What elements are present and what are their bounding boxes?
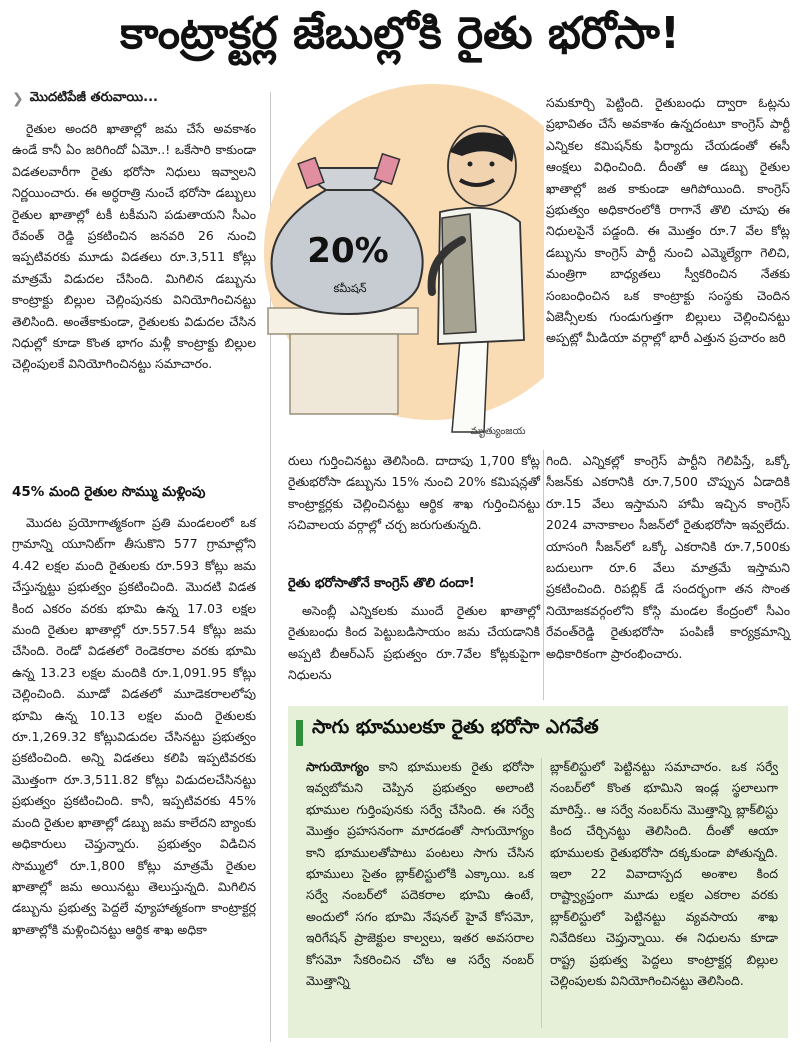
box-title: సాగు భూములకూ రైతు భరోసా ఎగవేత <box>312 716 599 738</box>
box-column-right <box>550 756 778 991</box>
eye <box>490 162 495 167</box>
sidebar-box <box>288 706 788 1038</box>
kicker-text: మొదటిపేజీ తరువాయి... <box>29 90 158 105</box>
box-left-text: కాని భూములకు రైతు భరోసా ఇవ్వబోమని చెప్పిన ప్రభుత్వం అలాంటి భూముల గుర్తింపునకు సర్వే చేసింది. ఈ సర్వే మొత్తం ప్రహసనంగా మారడంతో సాగుయోగ్యం కాని భూములతోపాటు పంటలు సాగు చేసిన భూములు సైతం బ్లాక్‌లిస్టులోకి ఎక్కాయి. ఒక సర్వే నంబర్‌లో పదెకరాల భూమి ఉంటే, అందులో సగం భూమి నేషనల్ హైవే కోసమో, ఇరిగేషన్ ప్రాజెక్టుల కాల్వలు, ఇతర అవసరాల కోసమో సేకరించిన చోట ఆ సర్వే నంబర్ మొత్తాన్ని <box>306 759 534 989</box>
article-column-2-bottom <box>288 600 540 705</box>
article-column-1-bottom <box>12 512 256 1052</box>
paragraph: అసెంబ్లీ ఎన్నికలకు ముందే రైతుల ఖాతాల్లో రైతుబంధు కింద పెట్టుబడిసాయం జమ చేయడానికి అప్పటి బీఆర్ఎస్ ప్రభుత్వం రూ.7వేల కోట్లకుపైగా నిధులను <box>288 603 540 683</box>
subheading-2: రైతు భరోసాతోనే కాంగ్రెస్ తొలి దందా! <box>288 576 475 591</box>
subheading-1: 45% మంది రైతుల సొమ్ము మళ్లింపు <box>12 484 206 500</box>
paragraph: రులు గుర్తించినట్టు తెలిసింది. దాదాపు 1,700 కోట్ల రైతుభరోసా డబ్బును 15% నుంచి 20% కమిషన్లతో కాంట్రాక్టర్లకు చెల్లించినట్టు ఆర్థిక శాఖ గుర్తించినట్టు సచివాలయ వర్గాల్లో చర్చ జరుగుతున్నది. <box>288 453 540 533</box>
paragraph <box>306 756 534 991</box>
paragraph: మొదట ప్రయోగాత్మకంగా ప్రతి మండలంలో ఒక గ్రామాన్ని యూనిట్‌గా తీసుకొని 577 గ్రామాల్లోని 4.42 లక్షల మంది రైతులకు రూ.593 కోట్లు జమ చేస్తున్నట్టు ప్రభుత్వం ప్రకటించింది. మొదటి విడత కింద ఎకరం వరకు భూమి ఉన్న 17.03 లక్షల మంది రైతుల ఖాతాల్లో రూ.557.54 కోట్లు జమ చేసింది. రెండో విడతలో రెండెకరాల వరకు భూమి ఉన్న 13.23 లక్షల మందికి రూ.1,091.95 కోట్లు చెల్లించింది. మూడో విడతలో మూడెకరాలలోపు భూమి ఉన్న 10.13 లక్షల మంది రైతులకు రూ.1,269.32 కోట్లువిడుదల చేసినట్టు ప్రభుత్వం ప్రకటించింది. అన్ని విడతలు కలిపి ఇప్పటివరకు మొత్తంగా రూ.3,511.82 కోట్లు విడుదలచేసినట్టు ప్రభుత్వం ప్రకటించింది. కానీ, ఇప్పటివరకు 45% మంది రైతుల ఖాతాల్లో డబ్బు జమ కాలేదని బ్యాంకు అధికారులు చెప్తున్నారు. ప్రభుత్వం విడిచిన సొమ్ములో రూ.1,800 కోట్లు మాత్రమే రైతుల ఖాతాల్లో జమ అయినట్టు తెలుస్తున్నది. మిగిలిన డబ్బును ప్రభుత్వ పెద్దలే వ్యూహాత్మకంగా కాంట్రాక్టర్ల ఖాతాల్లోకి మళ్లించినట్టు ఆర్థిక శాఖ అధికా <box>12 515 256 937</box>
kicker <box>12 90 158 108</box>
artist-signature: మృత్యుంజయ <box>470 426 526 437</box>
chevron-right-icon: ❯ <box>12 91 24 107</box>
paragraph: రైతుల అందరి ఖాతాల్లో జమ చేసే అవకాశం ఉండే కానీ ఏం జరిగిందో ఏమో..! ఒకేసారి కాకుండా విడతలవారీగా రైతు భరోసా నిధులు ఇవ్వాలని నిర్ణయించారు. ఈ అర్ధరాత్రి నుంచే భరోసా డబ్బులు రైతుల ఖాతాల్లో టకీ టకీమని పడుతాయని సీఎం రేవంత్ రెడ్డి ప్రకటించిన జనవరి 26 నుంచి ఇప్పటివరకు మూడు విడతలు రూ.3,511 కోట్లు మాత్రమే విడుదల చేసింది. మిగిలిన డబ్బును కాంట్రాక్టు బిల్లుల చెల్లింపునకు వినియోగించినట్టు తెలిసింది. అంతేకాకుండా, రైతులకు విడుదల చేసిన నిధుల్లో కూడా కొంత భాగం మళ్లీ కాంట్రాక్టు బిల్లుల చెల్లింపులకే వినియోగించినట్టు సమాచారం. <box>12 121 256 372</box>
paragraph: గింది. ఎన్నికల్లో కాంగ్రెస్ పార్టీని గెలిపిస్తే, ఒక్కో సీజన్‌కు ఎకరానికి రూ.7,500 చొప్పున ఏడాదికి రూ.15 వేలు ఇస్తామని హామీ ఇచ్చిన కాంగ్రెస్ 2024 వానాకాలం సీజన్‌లో రైతుభరోసా ఇవ్వలేదు. యాసంగి సీజన్‌లో ఒక్కో ఎకరానికి రూ.7,500కు బదులుగా రూ.6 వేలు మాత్రమే ఇస్తామని ప్రకటించింది. రిపబ్లిక్ డే సందర్భంగా తన సొంత నియోజకవర్గంలోని కోస్గి మండల కేంద్రంలో సీఎం రేవంత్‌రెడ్డి రైతుభరోసా పంపిణీ కార్యక్రమాన్ని అధికారికంగా ప్రారంభించారు. <box>546 453 790 661</box>
column-divider <box>543 450 544 700</box>
eye <box>468 162 473 167</box>
article-column-2-top <box>288 450 540 573</box>
bag-label: కమీషన్ <box>333 282 367 295</box>
paragraph: బ్లాక్‌లిస్టులో పెట్టినట్టు సమాచారం. ఒక సర్వే నంబర్‌లో కొంత భూమిని ఇండ్ల స్థలాలుగా మారిస్తే.. ఆ సర్వే నంబర్‌ను మొత్తాన్ని బ్లాక్‌లిస్టు కింద చేర్చినట్టు తెలిసింది. దీంతో ఆయా భూములకు రైతుభరోసా దక్కకుండా పోతున్నది. ఇలా 22 వివాదాస్పద అంశాల కింద రాష్ట్వ్యాప్తంగా మూడు లక్షల ఎకరాల వరకు బ్లాక్‌లిస్టులో పెట్టినట్టు వ్యవసాయ శాఖ నివేదికలు చెప్తున్నాయి. ఈ నిధులను కూడా రాష్ట్ర ప్రభుత్వ పెద్దలు కాంట్రాక్టర్ల బిల్లుల చెల్లింపులకు వినియోగించినట్టు తెలిసింది. <box>550 759 778 989</box>
box-column-left <box>306 756 534 991</box>
article-column-1-top <box>12 118 256 462</box>
accent-bar <box>296 720 303 746</box>
bag-percent: 20% <box>307 231 389 271</box>
article-column-3-top <box>546 92 790 448</box>
box-divider <box>541 758 542 1028</box>
table-base <box>290 334 398 414</box>
article-column-3-bottom <box>546 450 790 690</box>
box-lead: సాగుయోగ్యం <box>306 759 370 774</box>
cartoon-illustration <box>262 82 544 444</box>
paragraph: సమకూర్చి పెట్టింది. రైతుబంధు ద్వారా ఓట్లను ప్రభావితం చేసే అవకాశం ఉన్నదంటూ కాంగ్రెస్ పార్టీ ఎన్నికల కమిషన్‌కు ఫిర్యాదు చేయడంతో ఈసీ ఆంక్షలు విధించింది. దీంతో ఆ డబ్బు రైతుల ఖాతాల్లో జత కాకుండా ఆగిపోయింది. కాంగ్రెస్ ప్రభుత్వం అధికారంలోకి రాగానే తొలి చూపు ఈ నిధులపైనే పడ్డంది. ఈ మొత్తం రూ.7 వేల కోట్ల డబ్బును కాంగ్రెస్ పార్టీ నుంచి ఎమ్మెల్యేగా గెలిచి, మంత్రిగా బాధ్యతలు స్వీకరించిన నేతకు సంబంధించిన ఒక కాంట్రాక్టు సంస్థకు చెందిన ఏజెన్సీలకు గుండుగుత్తగా బిల్లులు చెల్లించినట్టు అప్పట్లో మీడియా వర్గాల్లో భారీ ఎత్తున ప్రచారం జరి <box>546 95 790 346</box>
vest <box>442 214 476 334</box>
headline: కాంట్రాక్టర్ల జేబుల్లోకి రైతు భరోసా! <box>120 8 680 59</box>
